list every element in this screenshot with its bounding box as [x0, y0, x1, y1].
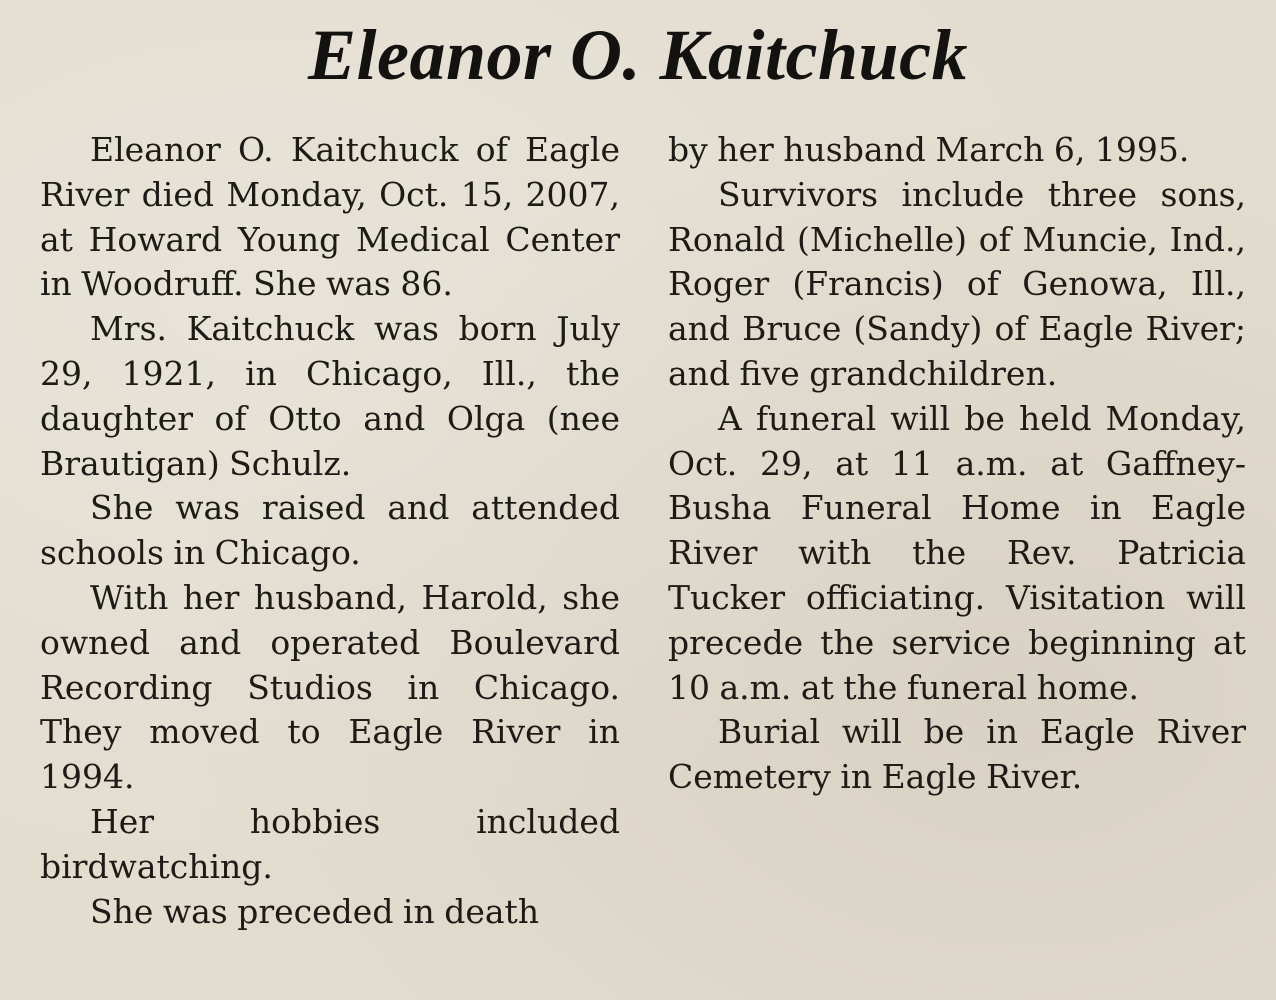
paragraph-hobbies: Her hobbies included birdwatching. [40, 801, 620, 886]
paragraph-funeral: A funeral will be held Monday, Oct. 29, at 11 a.m. at Gaffney-Busha Funeral Home in Eagle River with the Rev. Patricia Tucker officiating. Visitation will precede the service beginning at 10 a.m. at the funeral home. [668, 398, 1246, 707]
paragraph-survivors: Survivors include three sons, Ronald (Michelle) of Muncie, Ind., Roger (Francis) of Genowa, Ill., and Bruce (Sandy) of Eagle River; and five grandchildren. [668, 174, 1246, 393]
left-column [40, 128, 620, 934]
paragraph-death-notice: Eleanor O. Kaitchuck of Eagle River died Monday, Oct. 15, 2007, at Howard Young Medical Center in Woodruff. She was 86. [40, 130, 620, 304]
paragraph-upbringing: She was raised and attended schools in Chicago. [40, 488, 620, 573]
paragraph-preceded-start: She was preceded in death [90, 891, 540, 931]
right-column [668, 128, 1246, 800]
paragraph-career: With her husband, Harold, she owned and operated Boulevard Recording Studios in Chicago. They moved to Eagle River in 1994. [40, 577, 620, 797]
paragraph-preceded-end: by her husband March 6, 1995. [668, 130, 1190, 169]
paragraph-birth: Mrs. Kaitchuck was born July 29, 1921, in Chicago, Ill., the daughter of Otto and Olga (nee Brautigan) Schulz. [40, 309, 620, 483]
paragraph-burial: Burial will be in Eagle River Cemetery in Eagle River. [668, 712, 1246, 797]
obituary-headline: Eleanor O. Kaitchuck [307, 15, 969, 95]
